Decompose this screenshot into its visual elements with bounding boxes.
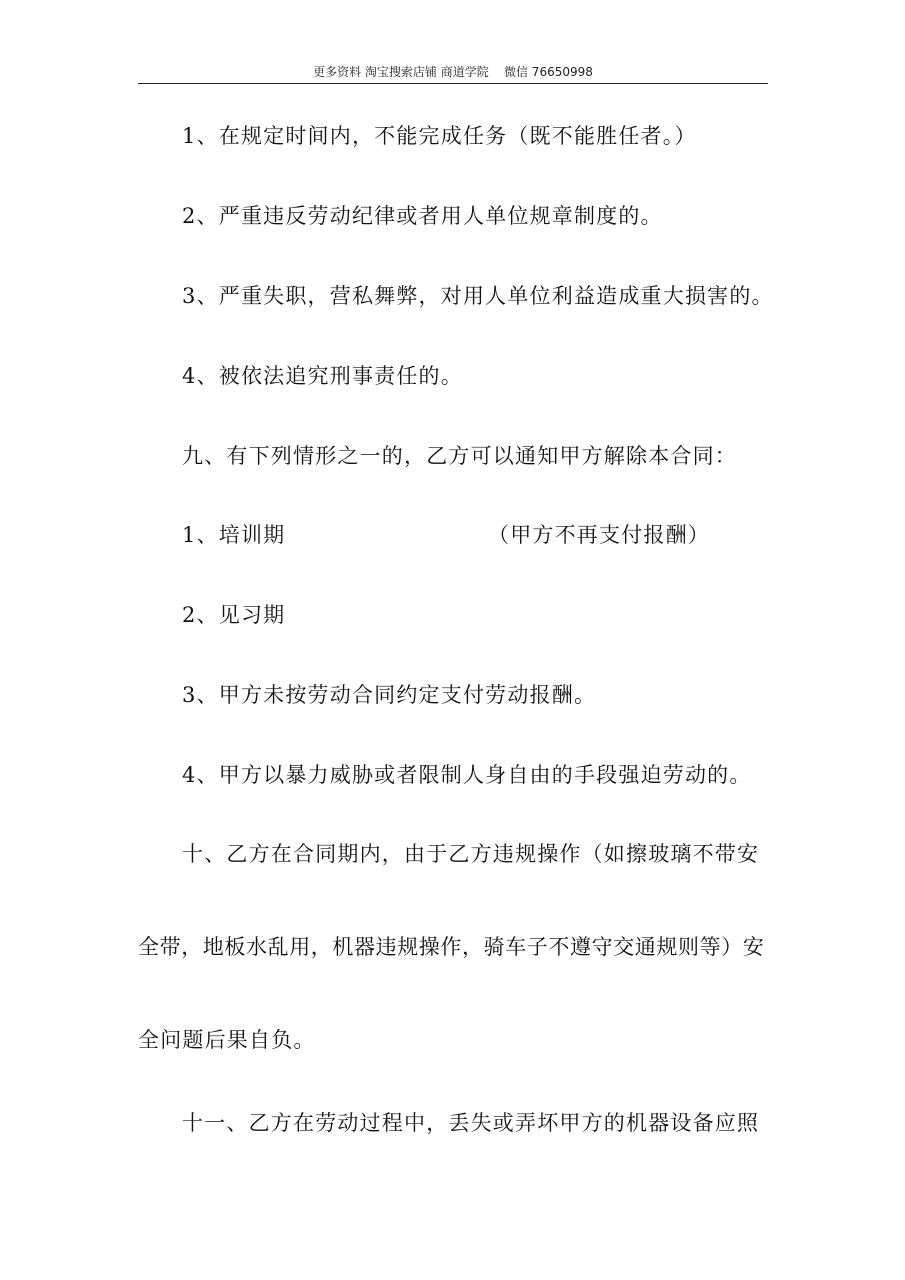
clause-line: 3、严重失职，营私舞弊，对用人单位利益造成重大损害的。: [182, 284, 774, 308]
header-divider: [138, 83, 768, 84]
clause-line: 2、严重违反劳动纪律或者用人单位规章制度的。: [182, 204, 663, 228]
clause-line: 4、甲方以暴力威胁或者限制人身自由的手段强迫劳动的。: [182, 763, 752, 787]
clause-line: 2、见习期: [182, 603, 286, 627]
clause-note: （甲方不再支付报酬）: [488, 523, 710, 547]
section-paragraph: 十、乙方在合同期内，由于乙方违规操作（如擦玻璃不带安: [182, 842, 760, 866]
clause-line: 1、在规定时间内，不能完成任务（既不能胜任者。）: [182, 124, 697, 148]
clause-line: 4、被依法追究刑事责任的。: [182, 364, 463, 388]
section-heading: 九、有下列情形之一的，乙方可以通知甲方解除本合同：: [182, 444, 737, 468]
clause-line: 1、培训期: [182, 523, 286, 547]
clause-line: 3、甲方未按劳动合同约定支付劳动报酬。: [182, 683, 597, 707]
section-paragraph-continued: 全带，地板水乱用，机器违规操作，骑车子不遵守交通规则等）安: [138, 935, 765, 959]
page-header: 更多资料 淘宝搜索店铺 商道学院 微信 76650998: [313, 65, 593, 79]
section-paragraph: 十一、乙方在劳动过程中，丢失或弄坏甲方的机器设备应照: [182, 1111, 760, 1135]
section-paragraph-continued: 全问题后果自负。: [138, 1028, 316, 1052]
